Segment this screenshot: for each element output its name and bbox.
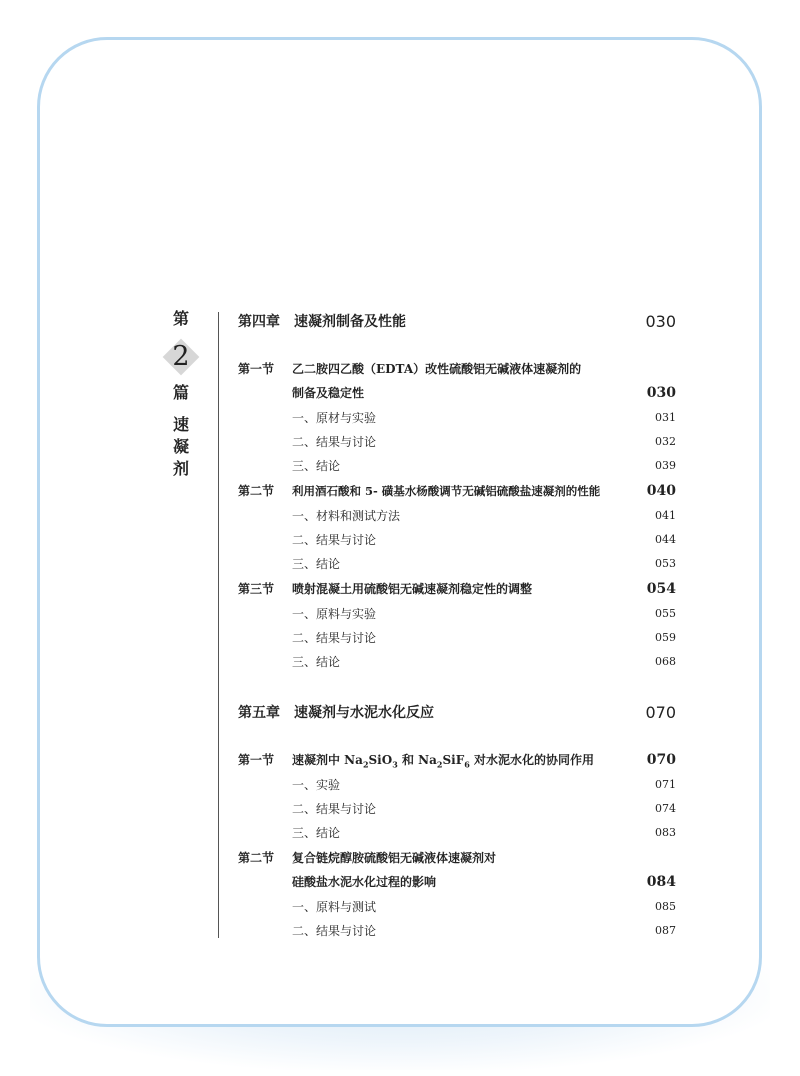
toc-item[interactable] bbox=[238, 456, 676, 476]
item-title: 一、原料与实验 bbox=[292, 607, 377, 621]
section-title: 利用酒石酸和 5- 磺基水杨酸调节无碱铝硫酸盐速凝剂的性能 bbox=[292, 484, 601, 498]
toc-item[interactable] bbox=[238, 530, 676, 550]
toc-section-4-1[interactable] bbox=[238, 359, 676, 379]
toc-item[interactable] bbox=[238, 432, 676, 452]
page-number: 068 bbox=[655, 655, 676, 668]
toc-item[interactable] bbox=[238, 628, 676, 648]
chapter-title: 第四章 速凝剂制备及性能 bbox=[238, 314, 406, 330]
page-number: 030 bbox=[646, 385, 676, 401]
page-number: 032 bbox=[655, 435, 676, 448]
toc-item[interactable] bbox=[238, 604, 676, 624]
toc-section-4-1-cont[interactable] bbox=[238, 383, 676, 403]
page-number: 055 bbox=[655, 607, 676, 620]
part-number: 2 bbox=[172, 341, 190, 372]
page-number: 083 bbox=[655, 826, 676, 839]
page-number: 070 bbox=[646, 752, 676, 768]
part-title-char: 凝 bbox=[172, 437, 189, 456]
section-title: 复合链烷醇胺硫酸铝无碱液体速凝剂对 bbox=[292, 851, 497, 865]
toc-section-5-1[interactable] bbox=[238, 750, 676, 770]
page-number: 044 bbox=[655, 533, 676, 546]
page-number: 053 bbox=[655, 557, 676, 570]
section-label: 第一节 bbox=[238, 362, 275, 376]
page-number: 040 bbox=[646, 483, 676, 499]
page-number: 039 bbox=[655, 459, 676, 472]
section-title: 乙二胺四乙酸（EDTA）改性硫酸铝无碱液体速凝剂的 bbox=[292, 362, 582, 376]
item-title: 二、结果与讨论 bbox=[292, 631, 377, 645]
section-label: 第二节 bbox=[238, 851, 275, 865]
toc-section-5-2[interactable] bbox=[238, 848, 676, 868]
toc-item[interactable] bbox=[238, 652, 676, 672]
item-title: 一、材料和测试方法 bbox=[292, 509, 401, 523]
item-title: 三、结论 bbox=[292, 826, 341, 840]
section-title: 硅酸盐水泥水化过程的影响 bbox=[292, 875, 437, 889]
part-number-badge bbox=[160, 336, 202, 378]
toc-item[interactable] bbox=[238, 897, 676, 917]
toc-item[interactable] bbox=[238, 408, 676, 428]
page-number: 070 bbox=[645, 703, 676, 722]
part-title-char: 剂 bbox=[172, 459, 189, 478]
item-title: 二、结果与讨论 bbox=[292, 533, 377, 547]
page-number: 085 bbox=[655, 900, 676, 913]
page-number: 041 bbox=[655, 509, 676, 522]
section-title: 喷射混凝土用硫酸铝无碱速凝剂稳定性的调整 bbox=[292, 582, 533, 596]
section-title: 速凝剂中 $Na_2SiO_3$ 和 $Na_2SiF_6$ 对水泥水化的协同作用 bbox=[292, 753, 594, 770]
page-number: 071 bbox=[655, 778, 676, 791]
part-heading bbox=[160, 308, 202, 480]
part-title-char: 速 bbox=[172, 415, 189, 434]
item-title: 二、结果与讨论 bbox=[292, 435, 377, 449]
item-title: 一、实验 bbox=[292, 778, 341, 792]
item-title: 一、原材与实验 bbox=[292, 411, 377, 425]
item-title: 二、结果与讨论 bbox=[292, 924, 377, 938]
toc-item[interactable] bbox=[238, 799, 676, 819]
toc-section-4-2[interactable] bbox=[238, 481, 676, 501]
page-number: 059 bbox=[655, 631, 676, 644]
toc-item[interactable] bbox=[238, 921, 676, 941]
chapter-title: 第五章 速凝剂与水泥水化反应 bbox=[238, 705, 434, 721]
item-title: 三、结论 bbox=[292, 557, 341, 571]
item-title: 三、结论 bbox=[292, 655, 341, 669]
page-number: 084 bbox=[646, 874, 676, 890]
toc-item[interactable] bbox=[238, 506, 676, 526]
section-title: 制备及稳定性 bbox=[292, 386, 365, 400]
section-label: 第二节 bbox=[238, 484, 275, 498]
part-suffix: 篇 bbox=[172, 383, 189, 402]
part-prefix: 第 bbox=[172, 309, 189, 328]
toc-chapter-4[interactable] bbox=[238, 312, 676, 332]
item-title: 二、结果与讨论 bbox=[292, 802, 377, 816]
page-number: 030 bbox=[645, 312, 676, 331]
toc-item[interactable] bbox=[238, 554, 676, 574]
page-number: 031 bbox=[655, 411, 676, 424]
page-number: 087 bbox=[655, 924, 676, 937]
page-number: 054 bbox=[646, 581, 676, 597]
page-number: 074 bbox=[655, 802, 676, 815]
toc-section-4-3[interactable] bbox=[238, 579, 676, 599]
item-title: 三、结论 bbox=[292, 459, 341, 473]
section-label: 第三节 bbox=[238, 582, 275, 596]
toc-section-5-2-cont[interactable] bbox=[238, 872, 676, 892]
toc-chapter-5[interactable] bbox=[238, 703, 676, 723]
item-title: 一、原料与测试 bbox=[292, 900, 377, 914]
section-label: 第一节 bbox=[238, 753, 275, 767]
toc-item[interactable] bbox=[238, 775, 676, 795]
part-title bbox=[160, 414, 202, 480]
toc-item[interactable] bbox=[238, 823, 676, 843]
divider-line bbox=[218, 312, 219, 938]
